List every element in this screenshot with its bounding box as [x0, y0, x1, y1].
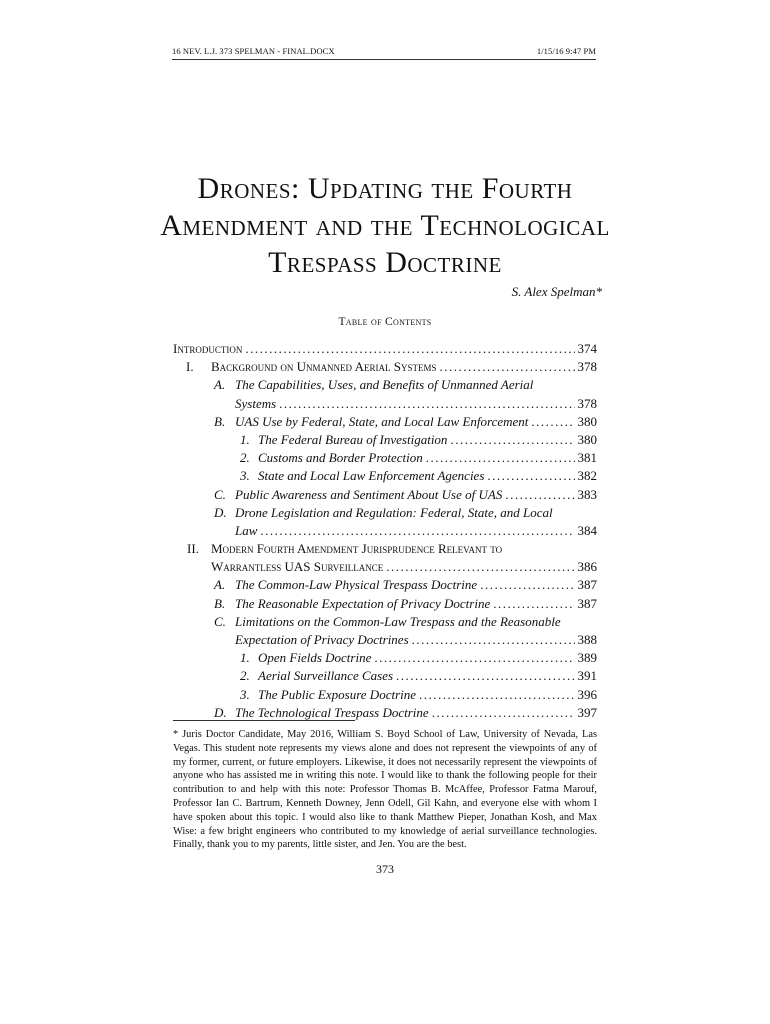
toc-entry-label: 2.	[240, 450, 250, 466]
toc-entry-part-i-d-continued[interactable]	[173, 522, 597, 540]
running-header	[172, 46, 596, 60]
toc-entry-part-ii-a[interactable]	[173, 576, 597, 594]
toc-entry-part-ii-c-continued[interactable]	[173, 631, 597, 649]
dot-leader	[502, 486, 575, 504]
toc-entry-part-ii-c-1[interactable]	[173, 649, 597, 667]
toc-page-number: 384	[577, 522, 597, 538]
toc-entry-label: C.	[214, 486, 226, 502]
footnote-divider	[173, 720, 355, 721]
toc-page-number: 374	[577, 341, 597, 356]
toc-entry-part-ii-c-2[interactable]	[173, 667, 597, 685]
toc-page-number: 380	[577, 413, 597, 429]
dot-leader	[447, 431, 575, 449]
dot-leader	[257, 522, 575, 540]
dot-leader	[416, 686, 575, 704]
toc-entry-label: B.	[214, 413, 226, 429]
toc-page-number: 383	[577, 486, 597, 502]
toc-entry-text: Drone Legislation and Regulation: Federal, State, and Local	[235, 504, 553, 520]
toc-page-number: 388	[577, 632, 597, 647]
toc-entry-part-ii-c[interactable]	[173, 613, 597, 631]
dot-leader	[242, 340, 575, 358]
toc-entry-text: Open Fields Doctrine	[258, 650, 372, 666]
title-line-2: Amendment and the Technological	[160, 209, 610, 242]
author-footnote: * Juris Doctor Candidate, May 2016, William S. Boyd School of Law, University of Nevada, Las Vegas. This student note represents my views alone and does not represent the viewpoints of any of my former, current, or future employers. Likewise, it does not necessarily represent the viewpoints of anyone who has assisted me in writing this note. I would like to thank the following people for their contribution to and help with this note: Professor Thomas B. McAffee, Professor Fatma Marouf, Professor Ian C. Bartrum, Kenneth Downey, Jenn Odell, Gil Kahn, and everyone else with whom I have spoken about this topic. I would also like to thank Matthew Pieper, Jonathan Kosh, and Max Wise: a few bright engineers who contributed to my knowledge of aerial surveillance technologies. Finally, thank you to my parents, little sister, and Jen. You are the best.	[173, 729, 597, 851]
toc-entry-part-i-b-2[interactable]	[173, 449, 597, 467]
toc-entry-label: B.	[214, 595, 226, 611]
toc-entry-part-ii[interactable]	[173, 540, 597, 558]
dot-leader	[429, 704, 575, 722]
toc-entry-part-i-b-1[interactable]	[173, 431, 597, 449]
dot-leader	[371, 649, 575, 667]
toc-entry-part-i[interactable]	[173, 358, 597, 376]
toc-entry-text: The Common-Law Physical Trespass Doctrine	[235, 577, 478, 593]
toc-entry-text: Introduction	[173, 341, 243, 356]
dot-leader	[477, 576, 575, 594]
toc-entry-text: Aerial Surveillance Cases	[258, 668, 394, 684]
toc-entry-text: Customs and Border Protection	[258, 450, 423, 466]
toc-entry-label: D.	[214, 704, 227, 720]
toc-entry-label: II.	[187, 541, 199, 557]
dot-leader	[383, 558, 575, 576]
toc-entry-label: 1.	[240, 650, 250, 666]
toc-entry-text: Background on Unmanned Aerial Systems	[211, 359, 437, 375]
header-timestamp: 1/15/16 9:47 PM	[536, 46, 596, 56]
dot-leader	[528, 413, 575, 431]
toc-heading: Table of Contents	[338, 316, 432, 328]
toc-entry-label: 3.	[240, 468, 250, 484]
dot-leader	[409, 631, 575, 649]
toc-entry-part-i-a-continued[interactable]	[173, 395, 597, 413]
dot-leader	[423, 449, 575, 467]
toc-entry-label: 1.	[240, 431, 250, 447]
toc-page-number: 397	[577, 704, 597, 720]
toc-page-number: 381	[577, 450, 597, 466]
article-title	[150, 170, 620, 281]
header-file-name: 16 NEV. L.J. 373 SPELMAN - FINAL.DOCX	[172, 46, 335, 56]
toc-entry-text: The Federal Bureau of Investigation	[258, 431, 448, 447]
dot-leader	[436, 358, 575, 376]
dot-leader	[490, 595, 575, 613]
title-line-3: Trespass Doctrine	[268, 246, 502, 279]
toc-page-number: 386	[577, 559, 597, 575]
toc-page-number: 382	[577, 468, 597, 484]
toc-entry-part-i-c[interactable]	[173, 486, 597, 504]
title-line-1: Drones: Updating the Fourth	[197, 172, 573, 205]
toc-entry-part-ii-c-3[interactable]	[173, 686, 597, 704]
toc-entry-label: I.	[186, 359, 194, 375]
toc-entry-text: The Public Exposure Doctrine	[258, 686, 417, 702]
toc-page-number: 378	[577, 395, 597, 411]
toc-entry-text: Limitations on the Common-Law Trespass and the Reasonable	[235, 613, 561, 629]
toc-entry-text: Warrantless UAS Surveillance	[211, 559, 384, 575]
dot-leader	[393, 667, 575, 685]
toc-page-number: 389	[577, 650, 597, 666]
toc-entry-label: A.	[214, 577, 226, 593]
toc-page-number: 387	[577, 595, 597, 611]
dot-leader	[276, 395, 575, 413]
toc-entry-part-ii-b[interactable]	[173, 595, 597, 613]
toc-entry-text: The Technological Trespass Doctrine	[235, 704, 429, 720]
toc-entry-introduction[interactable]	[173, 340, 597, 358]
toc-entry-part-i-b[interactable]	[173, 413, 597, 431]
toc-entry-text: State and Local Law Enforcement Agencies	[258, 468, 485, 484]
toc-page-number: 396	[577, 686, 597, 702]
toc-entry-label: C.	[214, 613, 226, 629]
dot-leader	[484, 467, 575, 485]
toc-page-number: 380	[577, 431, 597, 447]
toc-entry-label: 3.	[240, 686, 250, 702]
toc-entry-label: D.	[214, 504, 227, 520]
toc-entry-part-ii-continued[interactable]	[173, 558, 597, 576]
toc-entry-part-i-d[interactable]	[173, 504, 597, 522]
toc-page-number: 378	[577, 359, 597, 375]
toc-page-number: 391	[577, 668, 597, 684]
toc-entry-label: 2.	[240, 668, 250, 684]
toc-page-number: 387	[577, 577, 597, 593]
toc-entry-text: Public Awareness and Sentiment About Use of UAS	[235, 486, 503, 502]
toc-entry-label: A.	[214, 377, 226, 393]
toc-entry-text: The Reasonable Expectation of Privacy Doctrine	[235, 595, 491, 611]
toc-entry-text: Systems	[235, 395, 277, 411]
toc-entry-text: Law	[235, 522, 258, 538]
page-number: 373	[376, 862, 394, 876]
toc-entry-part-i-a[interactable]	[173, 376, 597, 394]
toc-entry-part-i-b-3[interactable]	[173, 467, 597, 485]
table-of-contents	[173, 340, 597, 722]
toc-entry-text: Modern Fourth Amendment Jurisprudence Relevant to	[211, 541, 503, 557]
toc-entry-text: The Capabilities, Uses, and Benefits of Unmanned Aerial	[235, 377, 534, 393]
toc-entry-text: Expectation of Privacy Doctrines	[235, 632, 409, 647]
author-name: S. Alex Spelman*	[511, 284, 602, 299]
toc-entry-text: UAS Use by Federal, State, and Local Law Enforcement	[235, 413, 529, 429]
